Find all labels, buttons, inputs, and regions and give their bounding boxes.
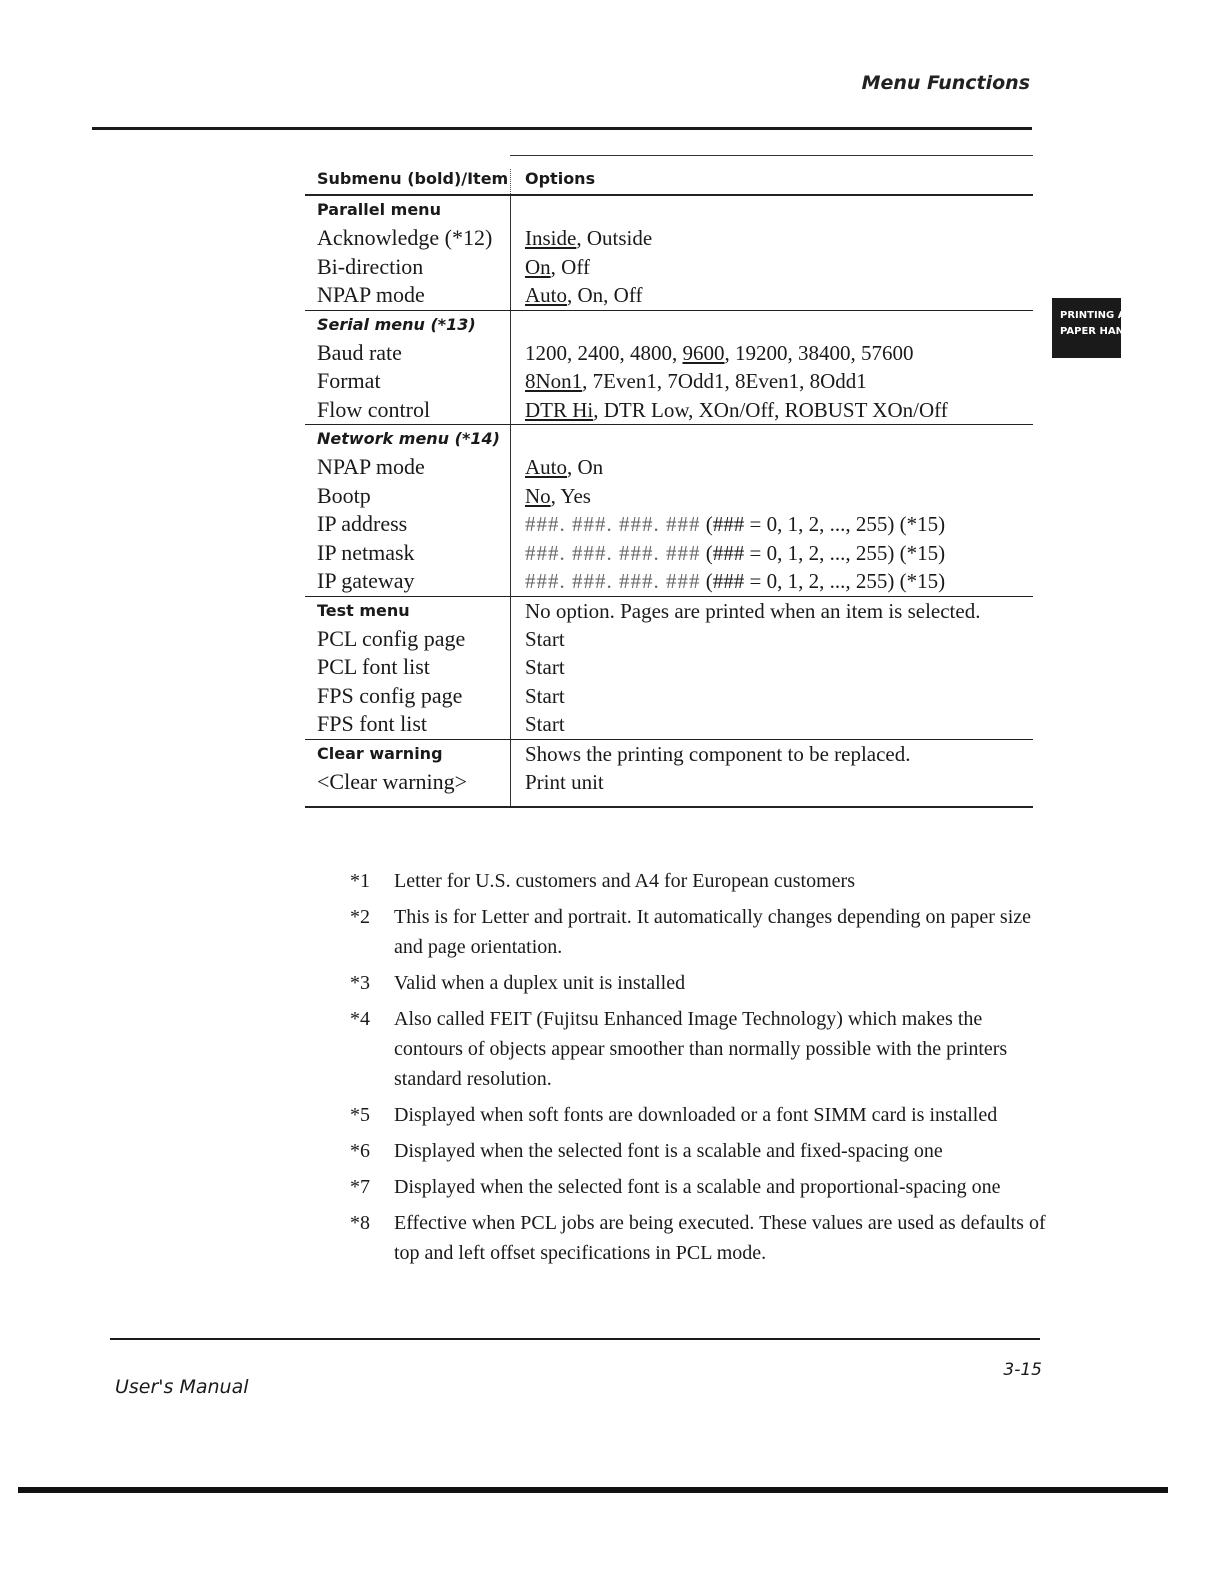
footnote-mark: *5 [350,1104,370,1126]
default-option: No [525,483,551,508]
option-value: Inside, Outside [525,226,653,250]
footnote-mark: *3 [350,972,370,994]
ip-option: ###. ###. ###. ### (### = 0, 1, 2, ..., 255) (*15) [525,569,946,593]
table-header-row [305,156,1033,196]
default-option: On [525,254,551,279]
serial-menu-section [305,311,1033,426]
footnote [350,902,1050,962]
section-tab-line-1: PRINTING AN [1060,310,1134,321]
menu-item: PCL config page [317,625,466,651]
option-value: Start [525,683,565,708]
footnote-text: Effective when PCL jobs are being executed. These values are used as defaults of top and left offset specifications in PCL mode. [394,1212,1046,1264]
option-value: Auto, On, Off [525,283,643,307]
menu-item: <Clear warning> [317,768,468,794]
footnote [350,1136,1050,1166]
option-value: 8Non1, 7Even1, 7Odd1, 8Even1, 8Odd1 [525,369,867,393]
footnote-mark: *2 [350,906,370,928]
section-tab [1052,298,1136,358]
test-menu-section [305,597,1033,740]
menu-item: Flow control [317,396,431,422]
section-title: Network menu (*14) [317,429,500,448]
footnote [350,1100,1050,1130]
footnote-mark: *6 [350,1140,370,1162]
default-option: Auto [525,283,567,307]
section-note: No option. Pages are printed when an item is selected. [525,598,981,623]
footnote [350,1004,1050,1094]
menu-item: NPAP mode [317,282,425,307]
section-title: Clear warning [317,743,443,763]
footnote [350,1172,1050,1202]
default-option: Auto [525,455,567,479]
menu-item: IP address [317,511,408,536]
footnote-mark: *4 [350,1008,370,1030]
menu-item: PCL font list [317,654,430,679]
footer-title: User's Manual [115,1376,249,1398]
footnote [350,1208,1050,1268]
footnote-text: This is for Letter and portrait. It automatically changes depending on paper size and page orientation. [394,906,1032,958]
footnote-text: Letter for U.S. customers and A4 for European customers [394,870,855,892]
option-value: DTR Hi, DTR Low, XOn/Off, ROBUST XOn/Off [525,397,948,422]
option-value: Auto, On [525,455,604,479]
ip-option: ###. ###. ###. ### (### = 0, 1, 2, ..., 255) (*15) [525,540,946,565]
section-title: Parallel menu [317,200,441,219]
menu-options-table [305,155,1033,808]
menu-item: NPAP mode [317,454,425,479]
footer-rule [110,1338,1040,1340]
option-value: On, Off [525,254,590,279]
footnote-mark: *1 [350,870,370,892]
menu-item: Baud rate [317,339,402,365]
default-option: Inside [525,226,577,250]
ip-option: ###. ###. ###. ### (### = 0, 1, 2, ..., 255) (*15) [525,512,946,536]
footnotes [350,866,1050,1274]
menu-item: Acknowledge (*12) [317,225,493,250]
menu-item: Bootp [317,482,371,508]
footnote-text: Displayed when the selected font is a scalable and fixed-spacing one [394,1140,943,1162]
option-value: Start [525,655,565,679]
option-value: Start [525,626,565,651]
clear-warning-section [305,740,1033,809]
footnote-text: Also called FEIT (Fujitsu Enhanced Image Technology) which makes the contours of objects appear smoother than normally possible with the printers standard resolution. [394,1008,1008,1090]
option-value: 1200, 2400, 4800, 9600, 19200, 38400, 57600 [525,340,914,365]
section-tab-line-2: PAPER HANDI [1060,326,1136,337]
page-number: 3-15 [1003,1360,1042,1380]
footnote-text: Displayed when soft fonts are downloaded or a font SIMM card is installed [394,1104,998,1126]
scan-edge-line [18,1487,1168,1493]
menu-item: Format [317,368,381,393]
option-value: Start [525,712,565,736]
section-note: Shows the printing component to be replaced. [525,741,911,766]
menu-item: IP gateway [317,568,415,593]
header-submenu-item: Submenu (bold)/Item [317,169,509,188]
default-option: DTR Hi [525,397,594,422]
header-options: Options [510,169,1033,194]
menu-item: FPS config page [317,682,463,708]
option-value: Print unit [525,769,604,794]
option-value: No, Yes [525,483,591,508]
running-header-title: Menu Functions [861,72,1030,94]
section-title: Test menu [317,600,410,620]
footnote-mark: *8 [350,1212,370,1234]
footnote [350,968,1050,998]
footnote-text: Displayed when the selected font is a scalable and proportional-spacing one [394,1176,1001,1198]
menu-item: FPS font list [317,711,428,736]
network-menu-section [305,425,1033,597]
footnote [350,866,1050,896]
header-rule [92,127,1032,130]
footnote-mark: *7 [350,1176,370,1198]
section-title: Serial menu (*13) [317,314,476,334]
default-option: 9600 [682,340,725,365]
default-option: 8Non1 [525,369,583,393]
parallel-menu-section [305,196,1033,311]
menu-item: IP netmask [317,539,415,565]
menu-item: Bi-direction [317,253,424,279]
footnote-text: Valid when a duplex unit is installed [394,972,686,994]
